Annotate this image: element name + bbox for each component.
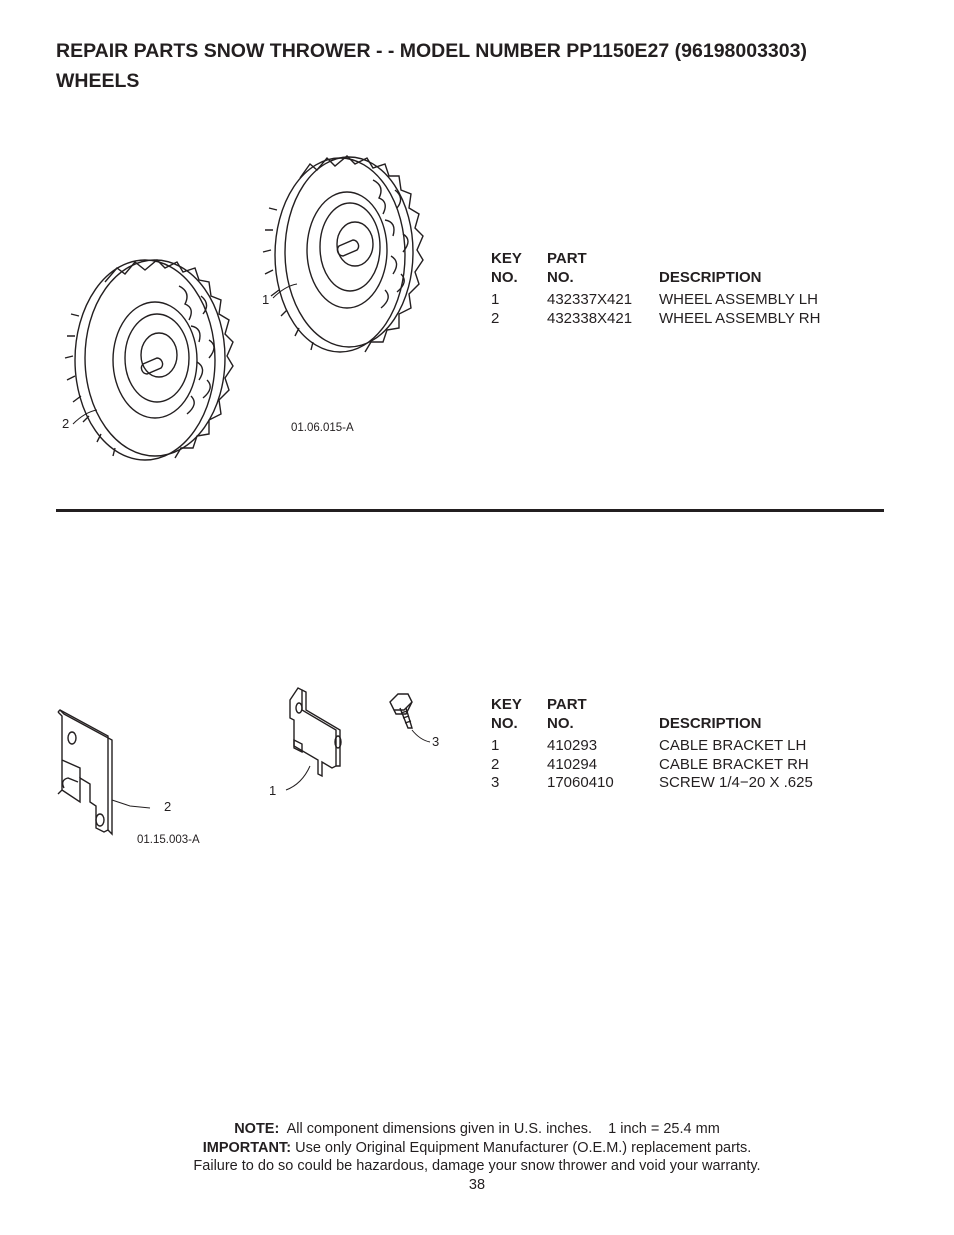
key-number: 2 [491,309,500,327]
header-part-top: PART [547,250,587,267]
key-number: 1 [491,737,500,754]
cable-figure-ref: 01.15.003-A [137,834,200,846]
header-description: DESCRIPTION [659,714,762,732]
header-key-top: KEY [491,250,522,267]
page-title-line1: REPAIR PARTS SNOW THROWER - - MODEL NUMBER PP1150E27 (96198003303) [56,40,807,62]
wheel-assembly-lh-drawing [263,156,423,352]
part-number: 432337X421 [547,291,633,308]
cable-callout-3: 3 [432,734,440,749]
header-key-bottom: NO. [491,714,518,732]
page-number: 38 [468,1176,486,1193]
cable-callout-2: 2 [164,799,172,814]
key-number: 1 [491,291,500,308]
footer-important [0,1139,954,1158]
page-title [56,36,916,96]
section-divider [56,509,884,512]
cable-bracket-illustration [50,680,470,850]
part-number: 17060410 [547,774,614,791]
wheel-assembly-rh-drawing [65,260,233,460]
part-description: CABLE BRACKET LH [659,737,807,754]
key-number: 3 [491,774,500,791]
header-description: DESCRIPTION [659,268,762,286]
page-footer [0,1120,954,1194]
part-number: 432338X421 [547,309,633,327]
part-description: WHEEL ASSEMBLY LH [659,291,818,308]
note-label: NOTE: [234,1121,280,1137]
cable-bracket-rh-drawing [58,710,112,834]
screw-drawing [390,694,412,728]
note-text: All component dimensions given in U.S. inches. 1 inch = 25.4 mm [279,1121,720,1137]
header-part-top: PART [547,696,587,713]
part-description: CABLE BRACKET RH [659,755,809,773]
cable-callout-1: 1 [269,783,277,798]
part-number: 410294 [547,755,598,773]
wheels-callout-1: 1 [262,292,270,307]
header-key-bottom: NO. [491,268,518,286]
important-label: IMPORTANT: [202,1139,292,1156]
footer-note [0,1120,954,1139]
header-part-bottom: NO. [547,268,574,286]
footer-warning: Failure to do so could be hazardous, damage your snow thrower and void your warranty. [193,1158,761,1174]
part-number: 410293 [547,737,598,754]
wheels-illustration [55,150,455,470]
important-text: Use only Original Equipment Manufacturer (O.E.M.) replacement parts. [291,1139,752,1156]
key-number: 2 [491,755,500,773]
part-description: SCREW 1/4−20 X .625 [659,774,813,791]
header-key-top: KEY [491,696,522,713]
header-part-bottom: NO. [547,714,574,732]
wheels-figure-ref: 01.06.015-A [291,422,354,434]
cable-bracket-lh-drawing [290,688,341,776]
part-description: WHEEL ASSEMBLY RH [659,309,821,327]
page-title-line2: WHEELS [56,70,140,92]
wheels-callout-2: 2 [62,416,70,431]
